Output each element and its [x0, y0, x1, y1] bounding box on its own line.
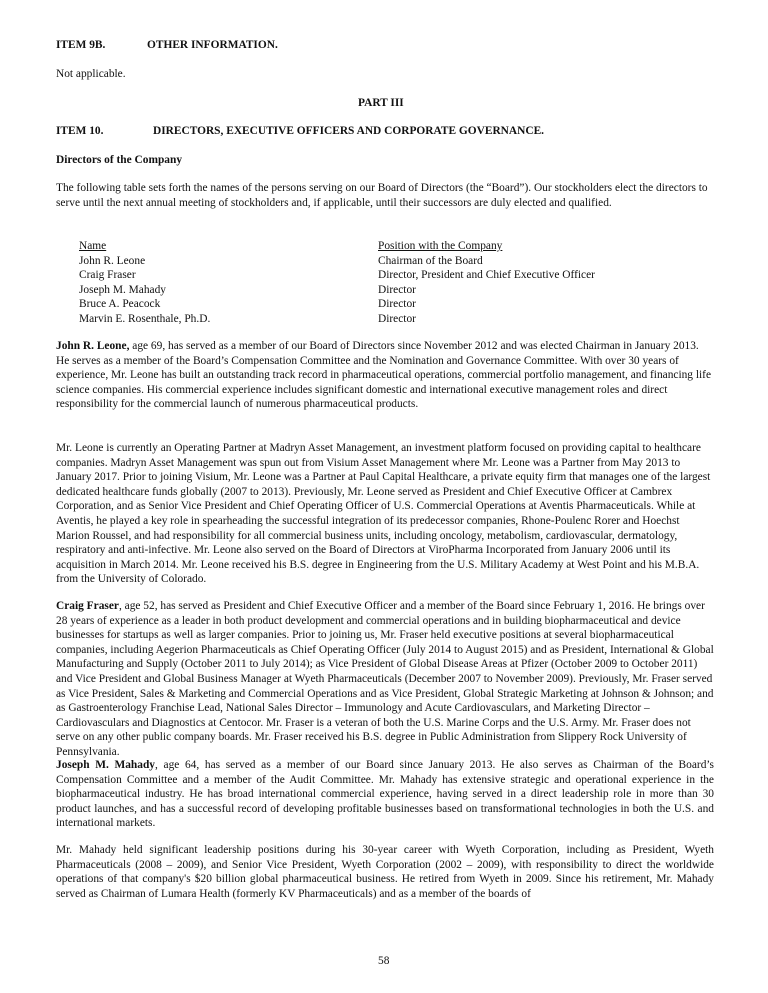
- fraser-name: Craig Fraser: [56, 600, 119, 612]
- fraser-bio-text: , age 52, has served as President and Chief Executive Officer and a member of the Board since February 1, 2016. He brings over 28 years of experience as a leader in both product development and commercial operations and in building biopharmaceutical and device businesses for startups as well as larger companies. Prior to joining us, Mr. Fraser held executive positions at several biopharmaceutical companies, including Aegerion Pharmaceuticals as Chief Operating Officer (July 2014 to August 2015) and as President, International & Global Manufacturing and Supply (October 2011 to July 2014); as Vice President of Global Disease Areas at Pfizer (October 2009 to October 2011) and Vice President and Global Business Manager at Wyeth Pharmaceuticals (December 2007 to November 2009). Previously, Mr. Fraser served as Vice President, Sales & Marketing and Commercial Operations and as Vice President, Global Strategic Marketing at Johnson & Johnson; and as Gastroenterology Franchise Lead, National Sales Director – Immunology and Acute Cardiovasculars, and Marketing Director – Cardiovasculars and Diagnostics at Centocor. Mr. Fraser is a veteran of both the U.S. Marine Corps and the U.S. Army. Mr. Fraser does not serve on any other public company boards. Mr. Fraser received his B.S. degree in Public Administration from Slippery Rock University of Pennsylvania.: [56, 600, 714, 758]
- mahady-career-paragraph: Mr. Mahady held significant leadership positions during his 30-year career with Wyeth Corporation, including as President, Wyeth Pharmaceuticals (2008 – 2009), and Senior Vice President, Wyeth Corporation (2002 – 2009), with responsibility to direct the worldwide operations of that company's $20 billion global pharmaceutical business. He retired from Wyeth in 2009. Since his retirement, Mr. Mahady served as Chairman of Lumara Health (formerly KV Pharmaceuticals) and as a member of the boards of: [56, 844, 714, 900]
- mahady-bio-text: , age 64, has served as a member of our Board since January 2013. He also serves as Chairman of the Board’s Compensation Committee and a member of the Audit Committee. Mr. Mahady has extensive strategic and operational experience in the biopharmaceutical industry. He has broad international commercial experience, having served in a direct leadership role in more than 30 product launches, and has a successful record of developing profitable businesses based on transformational technologies in both the U.S. and international markets.: [56, 759, 714, 830]
- table-cell-name: Bruce A. Peacock: [79, 298, 161, 311]
- directors-heading: Directors of the Company: [56, 154, 183, 166]
- table-cell-name: Marvin E. Rosenthale, Ph.D.: [79, 312, 211, 325]
- directors-table-positions: [378, 239, 595, 327]
- item-10-number: ITEM 10.: [56, 125, 104, 137]
- leone-bio-text: age 69, has served as a member of our Board of Directors since November 2012 and was elected Chairman in January 2013. He serves as a member of the Board’s Compensation Committee and the Nomination and Governance Committee. With over 30 years of experience, Mr. Leone has built an outstanding track record in pharmaceutical operations, commercial portfolio management, and financing life science companies. His commercial experience includes significant domestic and international executive management roles and direct responsibility for the commercial launch of numerous pharmaceutical products.: [56, 340, 712, 411]
- table-cell-position: Director: [378, 283, 416, 296]
- table-cell-name: Craig Fraser: [79, 269, 136, 282]
- intro-paragraph: The following table sets forth the names of the persons serving on our Board of Directors (the “Board”). Our stockholders elect the directors to serve until the next annual meeting of stockholders and, if applicable, until their successors are duly elected and qualified.: [56, 182, 708, 209]
- item-9b-number: ITEM 9B.: [56, 39, 106, 51]
- table-header-name: Name: [79, 240, 107, 252]
- leone-name: John R. Leone,: [56, 340, 130, 352]
- fraser-bio-paragraph: [56, 599, 714, 760]
- leone-career-paragraph: Mr. Leone is currently an Operating Partner at Madryn Asset Management, an investment platform focused on providing capital to healthcare companies. Madryn Asset Management was spun out from Visium Asset Management where Mr. Leone was a Partner from May 2013 to January 2017. Prior to joining Visium, Mr. Leone was a Partner at Paul Capital Healthcare, a private equity firm that manages one of the largest dedicated healthcare funds globally (2007 to 2013). Previously, Mr. Leone served as President and Chief Executive Officer at Cambrex Corporation, and as Senior Vice President and Chief Operating Officer of U.S. Commercial Operations at Aventis Pharmaceuticals. While at Aventis, he played a key role in spearheading the successful integration of its predecessor companies, Rhone-Poulenc Rorer and Hoechst Marion Roussel, and had responsibility for all commercial business units, including oncology, metabolism, cardiovascular, dermatology, respiratory and anti-infective. Mr. Leone also served on the Board of Directors at ViroPharma Incorporated from January 2006 until its acquisition in March 2014. Mr. Leone received his B.S. degree in Engineering from the U.S. Military Academy at West Point and his M.B.A. from the University of Colorado.: [56, 442, 711, 586]
- leone-bio-paragraph: [56, 339, 714, 412]
- table-cell-position: Director, President and Chief Executive Officer: [378, 269, 595, 282]
- table-cell-position: Chairman of the Board: [378, 254, 483, 267]
- part-heading: PART III: [358, 97, 404, 109]
- mahady-name: Joseph M. Mahady: [56, 759, 155, 771]
- table-cell-name: John R. Leone: [79, 254, 146, 267]
- item-10-title: DIRECTORS, EXECUTIVE OFFICERS AND CORPORATE GOVERNANCE.: [153, 125, 545, 137]
- directors-table-names: [79, 239, 210, 327]
- page-number: 58: [378, 955, 390, 967]
- table-header-position: Position with the Company: [378, 240, 503, 252]
- mahady-bio-paragraph: [56, 758, 714, 831]
- table-cell-position: Director: [378, 312, 416, 325]
- not-applicable-text: Not applicable.: [56, 68, 126, 80]
- table-cell-name: Joseph M. Mahady: [79, 283, 167, 296]
- item-9b-title: OTHER INFORMATION.: [147, 39, 278, 51]
- table-cell-position: Director: [378, 298, 416, 311]
